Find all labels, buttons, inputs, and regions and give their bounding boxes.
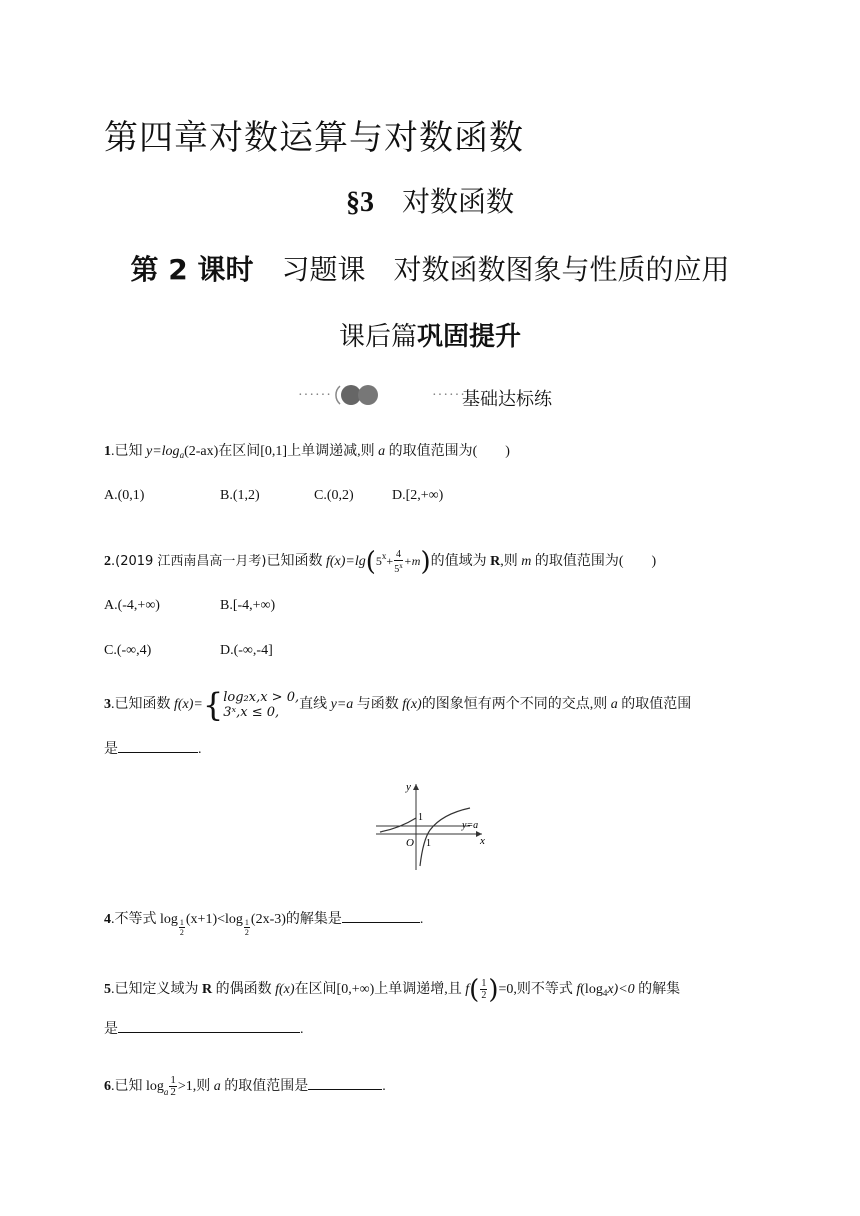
q3-text-f: 是: [104, 742, 118, 757]
q3-fx: f(x): [402, 697, 422, 712]
q2-R: R: [490, 554, 501, 569]
q6-text-c: 的取值范围是: [220, 1079, 309, 1094]
q5-ineq-c: x)<0: [607, 982, 635, 997]
question-number: 4: [104, 912, 111, 927]
q5-text-b: 的偶函数: [212, 982, 276, 997]
q2-exp: x: [381, 551, 387, 561]
graph-one-x: 1: [426, 838, 431, 849]
q5-ineq-b: (log: [580, 982, 603, 997]
q2-text-c: ,则: [500, 554, 522, 569]
part-plain: 课后篇: [338, 322, 417, 352]
q4-log2: log: [225, 912, 243, 927]
q1-option-a[interactable]: A.(0,1): [104, 488, 145, 503]
q3-case2: 3ˣ,x ≤ 0,: [223, 704, 280, 720]
q1-option-b[interactable]: B.(1,2): [220, 488, 260, 503]
q2-var: m: [521, 554, 532, 569]
q1-text-b: 在区间[0,1]上单调递减,则: [218, 444, 379, 459]
q5-text-d: =0,则不等式: [498, 982, 577, 997]
q2-text-d: 的取值范围为( ): [531, 554, 657, 569]
level-circles-icon: [334, 380, 380, 410]
log-curve: [420, 808, 470, 866]
q5-text-f: 是: [104, 1022, 118, 1037]
level-label: 基础达标练: [462, 389, 552, 410]
q6-fraction: $\frac{1}{2}$: [170, 1074, 176, 1099]
q5-fraction: $\frac{1}{2}$: [481, 978, 487, 1002]
q1-option-c[interactable]: C.(0,2): [314, 488, 354, 503]
q3-line: y=a: [330, 697, 354, 712]
question-5-cont: [104, 1018, 304, 1040]
question-4: [104, 908, 423, 937]
section-title: 对数函数: [401, 185, 514, 218]
q3-text-d: 的图象恒有两个不同的交点,则: [421, 697, 611, 712]
q3-func: f(x)=: [174, 697, 203, 712]
graph-one-y: 1: [418, 812, 423, 823]
q6-var: a: [213, 1079, 221, 1094]
q2-frac-den: 5$^x$: [394, 561, 403, 575]
section-number: §3: [345, 187, 374, 218]
q5-paren-open: (: [469, 974, 480, 1005]
q3-text-b: 直线: [299, 697, 331, 712]
q2-plus: +: [386, 554, 394, 568]
q2-text-a: 已知函数: [266, 554, 326, 569]
q2-option-a[interactable]: A.(-4,+∞): [104, 598, 160, 613]
part-bold: 巩固提升: [417, 322, 522, 352]
q3-text-a: .已知函数: [111, 697, 174, 712]
q3-end: .: [198, 742, 202, 757]
q3-cases: [223, 690, 299, 720]
q6-base: a: [163, 1087, 169, 1097]
lesson-title: 对数函数图象与性质的应用: [393, 253, 730, 286]
q3-answer-blank[interactable]: [118, 738, 198, 753]
lesson-heading: [0, 248, 860, 288]
question-5: [104, 976, 680, 1007]
q5-text-a: .已知定义域为: [111, 982, 202, 997]
graph-line-label: y=a: [462, 820, 479, 831]
q2-option-c[interactable]: C.(-∞,4): [104, 643, 152, 658]
graph-origin-label: O: [406, 837, 414, 849]
q3-graph: [370, 778, 490, 874]
exp-curve: [380, 818, 416, 832]
q4-text-a: .不等式: [111, 912, 160, 927]
q6-answer-blank[interactable]: [308, 1075, 382, 1090]
q2-term2: +m: [403, 554, 421, 568]
question-number: 6: [104, 1079, 111, 1094]
q5-R: R: [202, 982, 213, 997]
q5-paren-close: ): [488, 974, 499, 1005]
question-number: 2: [104, 554, 111, 569]
q4-arg2: (2x-3): [250, 912, 286, 927]
q3-brace: {: [202, 685, 224, 724]
question-6: [104, 1074, 386, 1105]
q1-base: a: [179, 450, 185, 460]
q5-ineq-base: 4: [602, 988, 608, 998]
level-dots-right: ······: [432, 388, 466, 403]
question-3: [104, 685, 692, 724]
q5-fx: f(x): [275, 982, 295, 997]
lesson-type: 习题课: [281, 253, 366, 286]
q5-end: .: [300, 1022, 304, 1037]
q3-text-e: 的取值范围: [617, 697, 692, 712]
q2-source: .(2019 江西南昌高一月考): [111, 554, 267, 569]
q1-option-d[interactable]: D.[2,+∞): [392, 488, 444, 503]
q2-option-b[interactable]: B.[-4,+∞): [220, 598, 276, 613]
q4-text-b: 的解集是: [285, 912, 342, 927]
q4-base1: $\frac{1}{2}$: [179, 918, 184, 937]
lesson-number: 第 2 课时: [130, 253, 254, 286]
question-number: 1: [104, 444, 111, 459]
q2-option-d[interactable]: D.(-∞,-4]: [220, 643, 273, 658]
q1-func: y=log: [146, 444, 180, 459]
q1-var: a: [378, 444, 386, 459]
q2-paren-close: ): [420, 546, 431, 577]
level-dots-left: ······: [298, 388, 332, 403]
q2-fraction: [394, 549, 403, 575]
q2-text-b: 的值域为: [430, 554, 491, 569]
q4-base2: $\frac{1}{2}$: [244, 918, 249, 937]
q3-case1: log₂x,x > 0,: [223, 689, 300, 705]
q6-text-a: .已知 log: [111, 1079, 164, 1094]
question-number: 5: [104, 982, 111, 997]
chapter-title: 第四章对数运算与对数函数: [104, 118, 524, 158]
q2-paren-open: (: [365, 546, 376, 577]
graph-x-label: x: [480, 835, 485, 847]
q5-ineq-a: f: [576, 982, 581, 997]
question-2: [104, 546, 656, 575]
q4-log1: log: [160, 912, 178, 927]
q6-text-b: >1,则: [177, 1079, 214, 1094]
q1-text-c: 的取值范围为( ): [385, 444, 510, 459]
q2-func: f(x)=lg: [326, 554, 366, 569]
q6-end: .: [382, 1079, 386, 1094]
q4-end: .: [419, 912, 424, 927]
q4-arg1: (x+1)<: [185, 912, 226, 927]
q5-f: f: [465, 982, 470, 997]
q4-answer-blank[interactable]: [342, 908, 420, 923]
q5-answer-blank[interactable]: [118, 1018, 300, 1033]
q1-text-a: .已知: [111, 444, 146, 459]
section-heading: [0, 180, 860, 220]
q5-text-c: 在区间[0,+∞)上单调递增,且: [294, 982, 466, 997]
q2-term1: 5: [375, 554, 382, 568]
q3-text-c: 与函数: [353, 697, 403, 712]
question-1: [104, 442, 510, 465]
graph-y-label: y: [406, 781, 411, 793]
q2-frac-num: 4: [395, 548, 401, 560]
question-number: 3: [104, 697, 111, 712]
q3-var: a: [610, 697, 618, 712]
q5-text-e: 的解集: [634, 982, 681, 997]
part-heading: [0, 316, 860, 353]
question-3-cont: [104, 738, 202, 760]
q1-arg: (2-ax): [184, 444, 219, 459]
